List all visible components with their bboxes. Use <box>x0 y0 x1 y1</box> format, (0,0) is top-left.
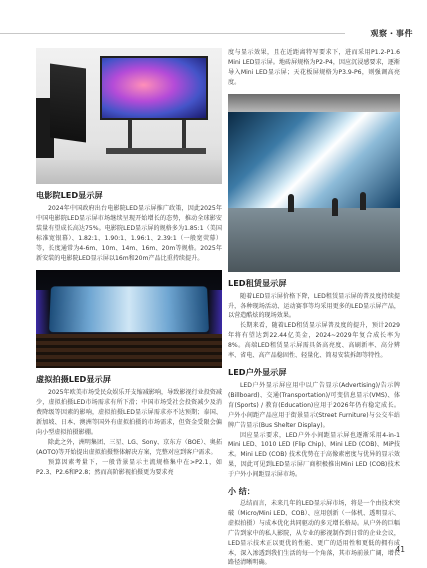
paragraph-outdoor-1: LED户外显示屏应用中以广告显示(Advertising)/告示牌(Billboard)、交通(Transportation)/可变信息显示(VMS)、体育(Sports) / 教育(Education)应用于2026年仍有稳定成长。户外小间距产品应用于街景显示(Street Furniture)与公交车站牌广告显示(Bus Shelter Display)。 <box>228 381 400 429</box>
section-tag: 观察・事件 <box>370 29 413 38</box>
cinema-photo <box>36 270 222 368</box>
paragraph-virtual-2: 除此之外，洲明集团、三星、LG、Sony、京东方（BOE）、奥拓(AOTO)等开始提出虚拟拍摄整体解决方案，完整对应到客户需求。 <box>36 438 222 456</box>
paragraph-rental-2: 长期来看，随着LED租赁显示屏普及度的提升，预计2029年将有望达到22.44亿美金，2024~2029年复合成长率为8%。高端LED租赁显示屏需具备高亮度、高刷新率、高分辨率、省电、高产品稳固性、轻量化、简易安装拆卸等特性。 <box>228 322 400 360</box>
paragraph-virtual-3: 预算因素考量下，一般背景显示主流规格集中在>P2.1，如P2.3、P2.6和P2.8；然而高阶影视拍摄更为要求亮 <box>36 458 222 476</box>
heading-outdoor-led: LED户外显示屏 <box>228 366 287 377</box>
paragraph-rental-1: 随着LED显示屏价格下降，LED租赁显示屏的普及度持续提升，各种现场活动、运动赛事等均采用更多的LED显示屏产品，以营造酷炫的现场效果。 <box>228 292 400 320</box>
page-header <box>0 26 427 41</box>
led-showroom-photo <box>36 48 222 184</box>
paragraph-outdoor-2: 因应显示要求，LED户外小间距显示屏也逐渐采用4-in-1 Mini LED、1010 LED (Flip Chip)、Mini LED (COB)、MiP技术。Mini LED (COB) 技术优势在于高像素密度与优异的显示效果，因此可见到LED显示屏厂商积极推出Mini LED (COB)技术于户外小间距显示屏市场。 <box>228 431 400 479</box>
paragraph-virtual-1: 2025年欧美市场受民众娱乐开支缩减影响，导致影视行业投资减少，虚拟拍摄LED市场需求有所下滑；中国市场受社会投资减少及消费降级等因素的影响，虚拟拍摄LED显示屏需求亦不达预期；泰国、新加坡、日本、澳洲等国外有虚拟拍摄的市场需求，但资金受限会偏向小型虚拟拍摄影棚。 <box>36 389 222 437</box>
right-column <box>228 48 400 568</box>
paragraph-virtual-continued: 度与显示效果，且在近距离特写要求下，进而采用P1.2-P1.6 Mini LED显示屏。地砖屏规格为P2-P4，因应沉浸感要求，逐渐导入Mini LED显示屏；天花板屏规格为P3.9-P6，则强调高亮度。 <box>228 49 400 86</box>
heading-cinema-led: 电影院LED显示屏 <box>36 190 103 200</box>
paragraph-summary: 总结而言，未来几年的LED显示屏市场，将是一个由技术突破（Micro/Mini LED、COB）、应用创新（一体机、透明显示、虚拟拍摄）与成本优化共同驱动的多元增长格局。从户外的巨幅广告到家中的私人影院，从专业的影视制作到日常的企业会议，LED显示技术正以更优的性能、更广的适用性和更低的拥有成本，深入渗透到我们生活的每一个角落，其市场前景广阔，增长路径清晰明确。 <box>228 500 400 567</box>
header-rule <box>0 33 345 34</box>
studio-photo <box>228 94 400 272</box>
heading-rental-led: LED租赁显示屏 <box>228 277 287 288</box>
paragraph-cinema: 2024年中国政府出台电影院LED显示屏推广政策，因此2025年中国电影院LED显示屏市场继续呈现开始增长的态势，推动全球影安装量有望成长高达75%。电影院LED显示屏的规格多为1.85:1（美国标准宽银幕）、1.82:1、1.90:1、1.96:1、2.39:1（一般宽荧幕）等，长度通常为4-6m、10m、14m、16m、20m等规格。2025年新安装的电影院LED显示屏以16m和20m产品比重持续提升。 <box>36 205 222 262</box>
page-number: 41 <box>395 545 405 554</box>
heading-virtual-production: 虚拟拍摄LED显示屏 <box>36 374 111 385</box>
left-column <box>36 48 222 478</box>
heading-summary: 小 结： <box>228 487 255 497</box>
